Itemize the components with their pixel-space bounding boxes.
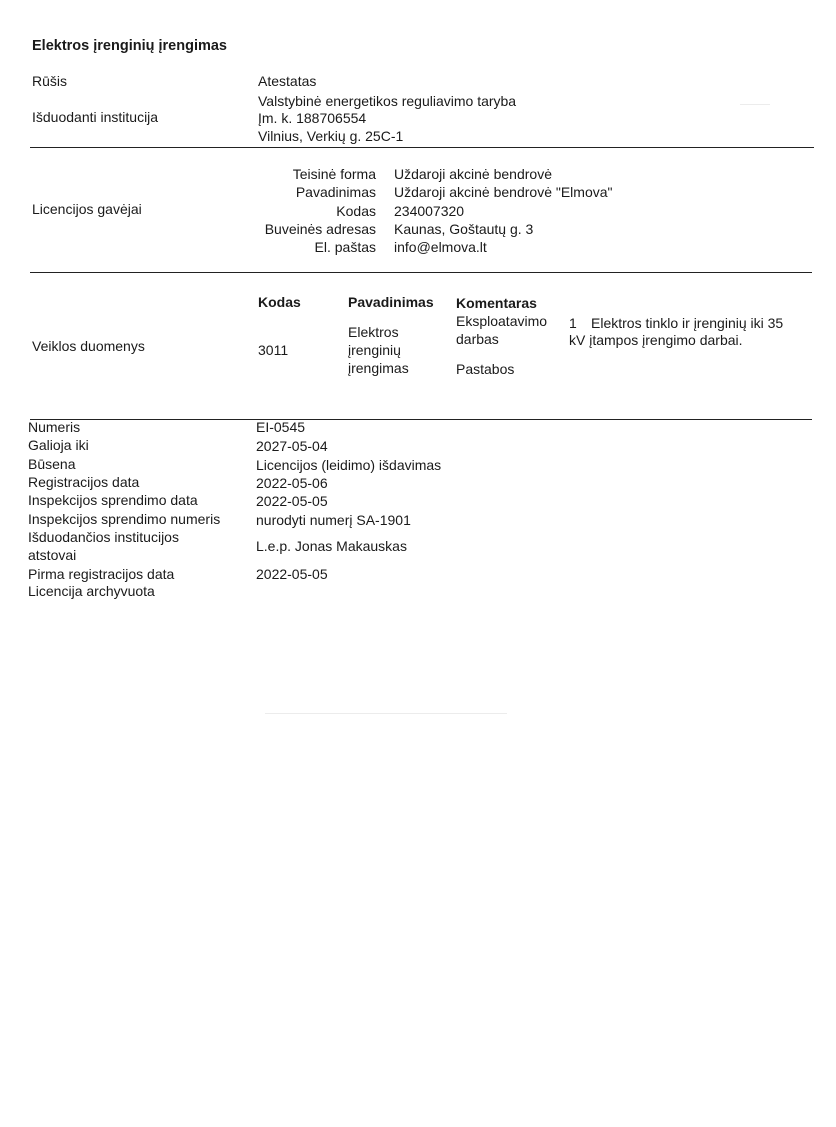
number-label: Numeris [28, 419, 81, 435]
issuer-code: Įm. k. 188706554 [258, 110, 367, 126]
column-header-name: Pavadinimas [348, 294, 434, 310]
company-code-label: Kodas [336, 203, 376, 219]
email-label: El. paštas [314, 239, 376, 255]
column-header-comment: Komentaras [456, 295, 537, 311]
decision-number-value: nurodyti numerį SA-1901 [256, 512, 411, 528]
activity-name-line-3: įrengimas [348, 360, 409, 376]
issuer-label: Išduodanti institucija [32, 109, 159, 125]
company-code-value: 234007320 [394, 203, 465, 219]
archived-label: Licencija archyvuota [28, 583, 155, 599]
first-registration-label: Pirma registracijos data [28, 566, 175, 582]
legal-form-label: Teisinė forma [292, 166, 376, 182]
representatives-label-line-1: Išduodančios institucijos [28, 529, 179, 545]
valid-until-label: Galioja iki [28, 437, 89, 453]
status-value: Licencijos (leidimo) išdavimas [256, 457, 442, 473]
decision-date-label: Inspekcijos sprendimo data [28, 492, 198, 508]
scan-mark [265, 713, 507, 714]
type-value: Atestatas [258, 73, 317, 89]
number-value: EI-0545 [256, 419, 306, 435]
legal-form-value: Uždaroji akcinė bendrovė [394, 166, 552, 182]
registration-date-label: Registracijos data [28, 474, 140, 490]
type-label: Rūšis [32, 73, 68, 89]
activity-name-line-2: įrenginių [348, 342, 401, 358]
activity-name-line-1: Elektros [348, 324, 399, 340]
comment-type-line-1: Eksploatavimo [456, 313, 548, 329]
comment-number: 1 [569, 315, 577, 331]
representatives-value: L.e.p. Jonas Makauskas [256, 538, 407, 554]
decision-date-value: 2022-05-05 [256, 493, 328, 509]
divider [30, 147, 814, 148]
comment-type-line-2: darbas [456, 331, 499, 347]
divider [30, 272, 812, 273]
email-value: info@elmova.lt [394, 239, 487, 255]
notes-label: Pastabos [456, 361, 515, 377]
activity-code: 3011 [258, 342, 289, 358]
divider [30, 419, 812, 420]
address-value: Kaunas, Goštautų g. 3 [394, 221, 534, 237]
comment-text-line-2: kV įtampos įrengimo darbai. [569, 332, 743, 348]
comment-text-line-1: Elektros tinklo ir įrenginių iki 35 [591, 315, 784, 331]
registration-date-value: 2022-05-06 [256, 475, 328, 491]
representatives-label-line-2: atstovai [28, 547, 77, 563]
column-header-code: Kodas [258, 294, 301, 310]
valid-until-value: 2027-05-04 [256, 438, 328, 454]
recipients-label: Licencijos gavėjai [32, 201, 142, 217]
decision-number-label: Inspekcijos sprendimo numeris [28, 511, 221, 527]
status-label: Būsena [28, 456, 76, 472]
activity-label: Veiklos duomenys [32, 338, 145, 354]
first-registration-value: 2022-05-05 [256, 566, 328, 582]
company-name-label: Pavadinimas [295, 184, 376, 200]
issuer-name: Valstybinė energetikos reguliavimo taryba [258, 93, 517, 109]
scan-mark [740, 104, 770, 105]
document-title: Elektros įrenginių įrengimas [32, 38, 227, 54]
company-name-value: Uždaroji akcinė bendrovė "Elmova" [394, 184, 613, 200]
issuer-address: Vilnius, Verkių g. 25C-1 [258, 128, 404, 144]
address-label: Buveinės adresas [264, 221, 376, 237]
